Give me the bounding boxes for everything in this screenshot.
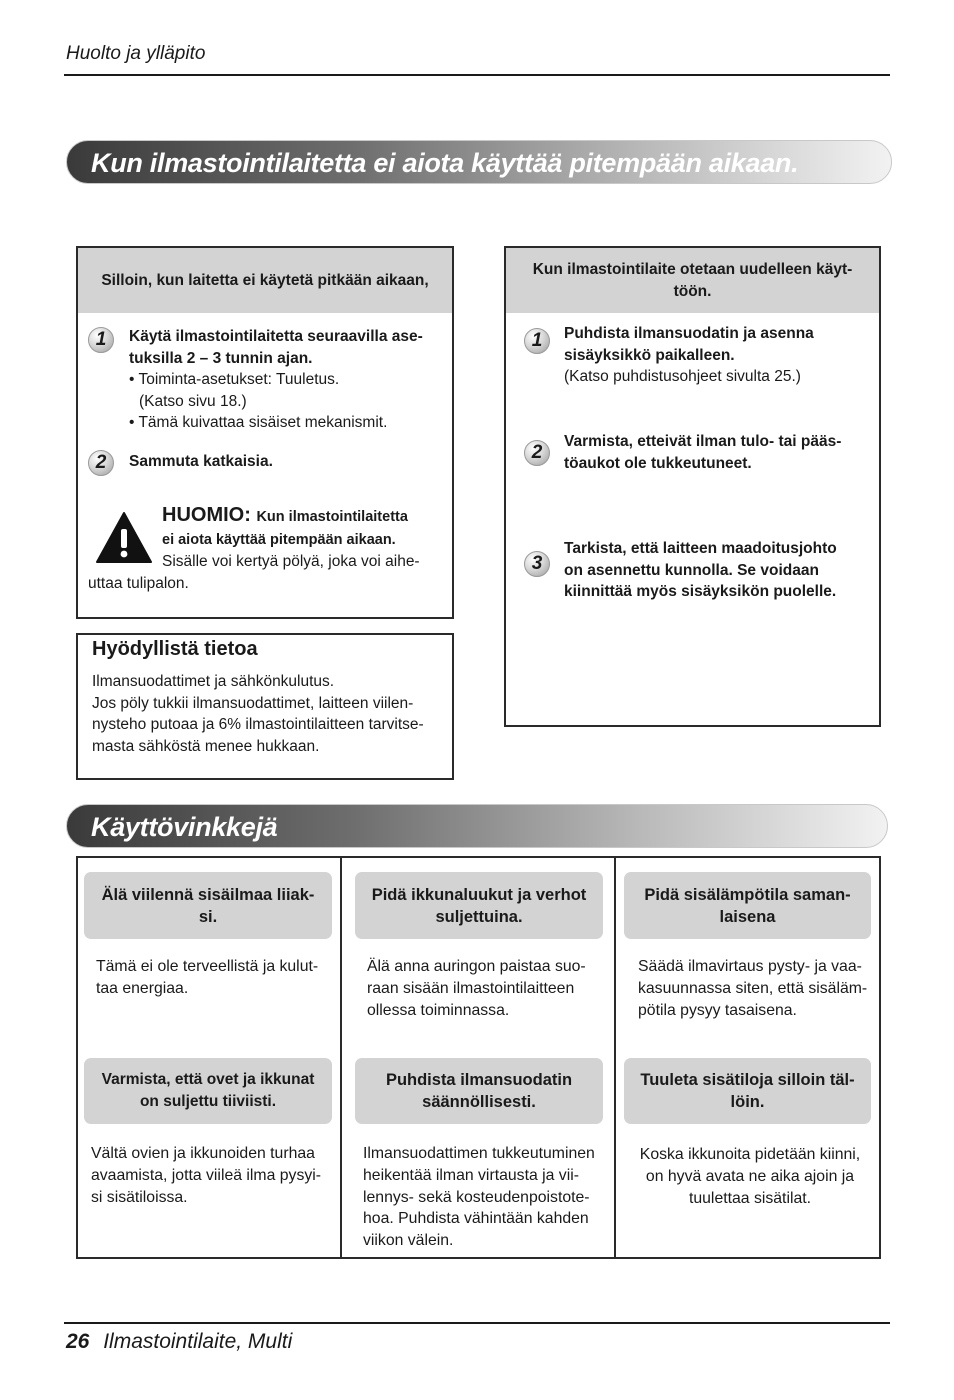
section-title: Huolto ja ylläpito [66, 43, 206, 64]
column-divider [614, 856, 616, 1259]
tip-heading [355, 872, 603, 939]
header-rule [64, 74, 890, 76]
tip-line: avaamista, jotta viileä ilma pysyi- [91, 1166, 322, 1184]
tip-line: lennys- sekä kosteudenpoistote- [363, 1188, 590, 1206]
step-text: (Katso puhdistusohjeet sivulta 25.) [564, 368, 801, 385]
tip-line: on hyvä avata ne aika ajoin ja [645, 1167, 855, 1185]
tip-line: kasuunnassa siten, että sisäläm- [638, 979, 868, 997]
tip-line: heikentää ilman virtausta ja vii- [363, 1166, 579, 1184]
banner-title: Käyttövinkkejä [91, 812, 278, 842]
column-divider [340, 856, 342, 1259]
tip-line: Tämä ei ole terveellistä ja kulut- [96, 958, 319, 975]
tip-line: pötila pysyy tasaisena. [638, 1001, 797, 1019]
step-2-badge: 2 [88, 450, 114, 476]
tip-body [638, 956, 876, 1021]
tip-heading-line: Puhdista ilmansuodatin [385, 1071, 573, 1089]
tip-line: ollessa toiminnassa. [367, 1001, 510, 1019]
tip-line: tuulettaa sisätilat. [688, 1189, 812, 1207]
info-text [92, 671, 452, 757]
tip-heading-line: on suljettu tiiviisti. [139, 1093, 277, 1110]
step-1-badge: 1 [88, 327, 114, 353]
caution-title-cont: ei aiota käyttää pitempään aikaan. [162, 532, 396, 548]
right-step-3 [564, 538, 874, 603]
tip-heading [84, 872, 332, 939]
caution-label: HUOMIO: [162, 504, 251, 526]
info-title: Hyödyllistä tietoa [92, 638, 258, 660]
step-text: kiinnittää myös sisäyksikön puolelle. [564, 583, 837, 600]
info-line: nysteho putoaa ja 6% ilmastointilaitteen tarvitse- [92, 716, 424, 733]
caution-line-1 [162, 504, 408, 527]
step-text: (Katso sivu 18.) [139, 392, 247, 410]
tip-line: hoa. Puhdista vähintään kahden [363, 1210, 589, 1228]
step-text: Varmista, etteivät ilman tulo- tai pääs- [564, 433, 842, 450]
footer-rule [64, 1322, 890, 1324]
tip-heading [624, 1058, 871, 1124]
step-text: • Tämä kuivattaa sisäiset mekanismit. [129, 414, 388, 431]
tip-line: si sisätiloissa. [91, 1188, 188, 1206]
tip-heading-line: Tuuleta sisätiloja silloin täl- [640, 1071, 855, 1089]
warning-icon [95, 511, 153, 564]
restart-box [504, 246, 881, 727]
caution-text: uttaa tulipalon. [88, 575, 189, 592]
step-text: tuksilla 2 – 3 tunnin ajan. [129, 349, 313, 367]
tip-body [96, 956, 336, 1000]
tip-line: Älä anna auringon paistaa suo- [367, 958, 586, 975]
tip-line: Ilmansuodattimen tukkeutuminen [363, 1145, 595, 1162]
step-3-badge: 3 [524, 551, 550, 577]
left-step-1 [129, 326, 449, 434]
tip-body [91, 1143, 336, 1208]
step-2-badge: 2 [524, 440, 550, 466]
right-step-1 [564, 323, 874, 388]
tip-heading-line: Pidä sisälämpötila saman- [644, 885, 851, 904]
info-line: masta sähköstä menee hukkaan. [92, 737, 320, 755]
tip-line: Säädä ilmavirtaus pysty- ja vaa- [638, 958, 862, 975]
tip-line: raan sisään ilmastointilaitteen [367, 979, 575, 997]
caution-text: Sisälle voi kertyä pölyä, joka voi aihe- [162, 553, 420, 570]
tip-heading-line: suljettuina. [435, 907, 523, 926]
tip-heading-line: si. [198, 907, 218, 926]
tip-body [624, 1144, 876, 1209]
tip-line: taa energiaa. [96, 979, 189, 997]
tip-heading-line: löin. [730, 1093, 765, 1111]
step-text: Käytä ilmastointilaitetta seuraavilla ase- [129, 328, 423, 345]
tip-heading-line: laisena [719, 907, 776, 926]
tip-heading [355, 1058, 603, 1124]
step-text: Puhdista ilmansuodatin ja asenna [564, 325, 814, 342]
step-text: on asennettu kunnolla. Se voidaan [564, 561, 819, 579]
tip-heading [84, 1058, 332, 1124]
tip-heading-line: säännöllisesti. [422, 1093, 536, 1111]
heading-line: töön. [673, 282, 712, 300]
section-banner [66, 140, 892, 184]
tip-heading-line: Pidä ikkunaluukut ja verhot [371, 885, 587, 904]
heading-line: Kun ilmastointilaite otetaan uudelleen käyt- [532, 260, 853, 278]
step-text: • Toiminta-asetukset: Tuuletus. [129, 371, 340, 388]
left-step-2: Sammuta katkaisia. [129, 453, 273, 470]
tip-line: Koska ikkunoita pidetään kiinni, [639, 1146, 861, 1163]
tip-heading-line: Älä viilennä sisäilmaa liiak- [101, 885, 315, 904]
tip-heading-line: Varmista, että ovet ja ikkunat [101, 1071, 315, 1088]
step-text: sisäyksikkö paikalleen. [564, 346, 735, 364]
info-line: Jos pöly tukkii ilmansuodattimet, laitteen viilen- [92, 694, 414, 712]
box-heading: Silloin, kun laitetta ei käytetä pitkään aikaan, [78, 248, 452, 313]
page-number: 26 [66, 1330, 90, 1353]
tip-body [367, 956, 607, 1021]
right-step-2 [564, 431, 874, 474]
caution-title: Kun ilmastointilaitetta [256, 509, 408, 525]
step-text: töaukot ole tukkeutuneet. [564, 454, 752, 472]
step-1-badge: 1 [524, 328, 550, 354]
tip-line: viikon välein. [363, 1232, 454, 1250]
banner-title: Kun ilmastointilaitetta ei aiota käyttää pitempään aikaan. [91, 148, 799, 178]
box-heading [506, 248, 879, 313]
step-text: Tarkista, että laitteen maadoitusjohto [564, 540, 837, 557]
footer [66, 1330, 292, 1354]
tip-line: Vältä ovien ja ikkunoiden turhaa [91, 1145, 315, 1162]
info-line: Ilmansuodattimet ja sähkönkulutus. [92, 673, 335, 690]
product-name: Ilmastointilaite, Multi [103, 1330, 293, 1353]
tip-body [363, 1143, 608, 1252]
tips-banner [66, 804, 888, 848]
tip-heading [624, 872, 871, 939]
